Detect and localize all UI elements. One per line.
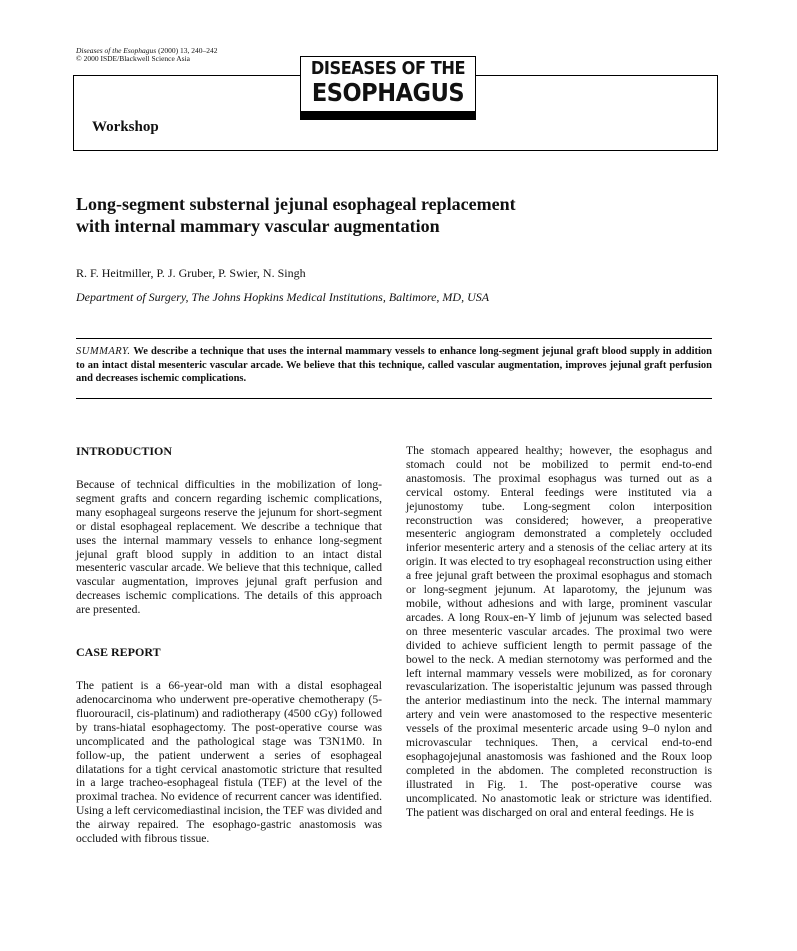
summary-abstract: SUMMARY. We describe a technique that uses the internal mammary vessels to enhance long-segment jejunal graft blood supply in addition to an intact distal mesenteric vascular arcade. We believe that this technique, called vascular augmentation, improves jejunal graft perfusion and decreases ischemic complications. <box>76 346 712 384</box>
journal-masthead-logo: DISEASES OF THE ESOPHAGUS <box>300 56 476 120</box>
introduction-heading: INTRODUCTION <box>76 444 173 458</box>
case-report-heading: CASE REPORT <box>76 645 161 660</box>
section-label: Workshop <box>92 119 159 135</box>
article-title: Long-segment substernal jejunal esophageal replacement with internal mammary vascular augmentation <box>76 194 516 236</box>
summary-rule-top <box>76 338 712 339</box>
authors: R. F. Heitmiller, P. J. Gruber, P. Swier, N. Singh <box>76 266 306 280</box>
right-column <box>406 444 712 819</box>
introduction-body: Because of technical difficulties in the mobilization of long-segment grafts and concern regarding ischemic complications, many esophageal surgeons reserve the jejunum for short-segment or distal esophageal replacement. We describe a technique that uses the internal mammary vessels to enhance long-segment jejunal graft blood supply in addition to an intact distal mesenteric vascular arcade. We believe that this technique, called vascular augmentation, improves jejunal graft perfusion and decreases ischemic complications. The details of this approach are presented. <box>76 478 382 617</box>
summary-rule-bottom <box>76 398 712 399</box>
journal-citation: Diseases of the Esophagus (2000) 13, 240–242 © 2000 ISDE/Blackwell Science Asia <box>76 46 218 63</box>
affiliation: Department of Surgery, The Johns Hopkins Medical Institutions, Baltimore, MD, USA <box>76 290 490 304</box>
case-report-continued-body: The stomach appeared healthy; however, the esophagus and stomach could not be mobilized to permit end-to-end anastomosis. The proximal esophagus was turned out as a cervical ostomy. Enteral feedings were instituted via a jejunostomy tube. Long-segment colon interposition reconstruction was considered; however, a preoperative mesenteric angiogram demonstrated a completely occluded inferior mesenteric artery and a stenosis of the celiac artery at its origin. It was elected to try esophageal reconstruction using either a free jejunal graft between the proximal esophagus and stomach or long-segment jejunum. At laparotomy, the jejunum was mobile, without adhesions and with large, prominent vascular arcades. A long Roux-en-Y limb of jejunum was selected based on three mesenteric vascular arcades. The proximal two were divided to achieve sufficient length to permit passage of the bowel to the neck. A median sternotomy was performed and the left internal mammary vessels were mobilized, as for coronary revascularization. The isoperistaltic jejunum was passed through the anterior mediastinum into the neck. The internal mammary artery and vein were anastomosed to the respective mesenteric vessels of the proximal mesenteric arcade using 9–0 nylon and microvascular techniques. Then, a cervical end-to-end esophagojejunal anastomosis was fashioned and the Roux loop completed in the abdomen. The completed reconstruction is illustrated in Fig. 1. The post-operative course was uncomplicated. No anastomotic leak or stricture was identified. The patient was discharged on oral and enteral feedings. He is <box>406 444 712 819</box>
masthead-bar <box>300 111 476 120</box>
left-column <box>76 444 382 846</box>
case-report-body: The patient is a 66-year-old man with a distal esophageal adenocarcinoma who underwent pre-operative chemotherapy (5-fluorouracil, cis-platinum) and radiotherapy (4500 cGy) followed by trans-hiatal esophagectomy. The post-operative course was uncomplicated and the pathological stage was T3N1M0. In follow-up, the patient underwent a series of esophageal dilatations for a tight cervical anastomotic stricture that resulted in a large tracheo-esophageal fistula (TEF) at the level of the proximal trachea. No evidence of recurrent cancer was identified. Using a left cervicomediastinal incision, the TEF was divided and the airway repaired. The esophago-gastric anastomosis was occluded with fibrous tissue. <box>76 679 382 846</box>
